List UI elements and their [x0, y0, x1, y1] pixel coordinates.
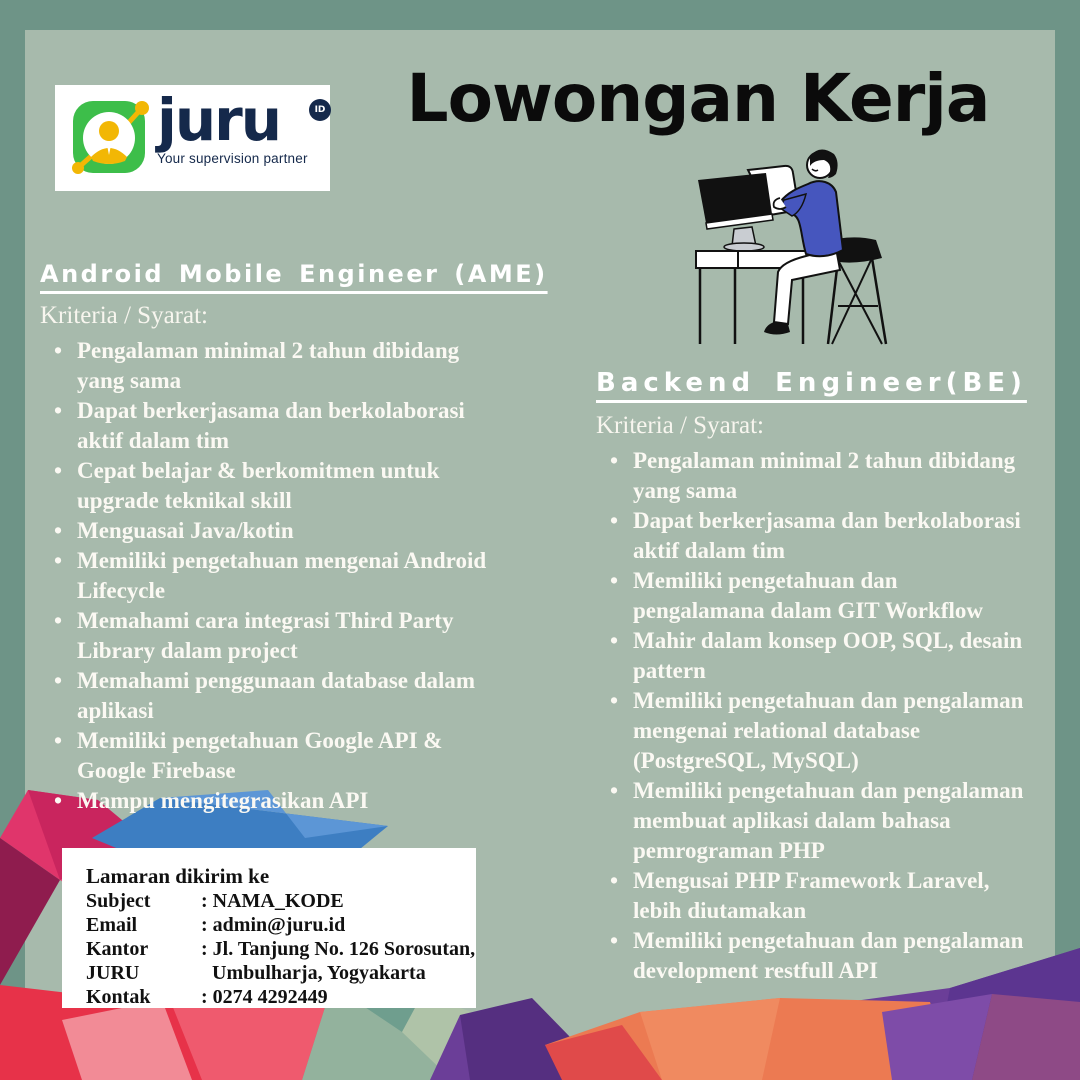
- person-at-computer-illustration: [686, 136, 891, 348]
- requirement-item: • Mengusai PHP Framework Laravel, lebih diutamakan: [596, 866, 1028, 926]
- requirement-item: • Mahir dalam konsep OOP, SQL, desain pattern: [596, 626, 1028, 686]
- requirement-item: • Memiliki pengetahuan mengenai Android Lifecycle: [40, 546, 492, 606]
- id-badge: ID: [309, 99, 331, 121]
- position-title-be: Backend Engineer(BE): [596, 368, 1027, 398]
- requirement-list-be: [596, 446, 1028, 986]
- juru-logo-icon: [67, 95, 153, 181]
- requirement-item: • Dapat berkerjasama dan berkolaborasi aktif dalam tim: [40, 396, 492, 456]
- section-backend-engineer: [596, 368, 1046, 986]
- requirement-item: • Memiliki pengetahuan Google API & Google Firebase: [40, 726, 492, 786]
- requirement-item: • Pengalaman minimal 2 tahun dibidang yang sama: [596, 446, 1028, 506]
- requirement-item: • Mampu mengitegrasikan API: [40, 786, 492, 816]
- contact-value: : 0274 4292449: [201, 986, 328, 1008]
- contact-value: : NAMA_KODE: [201, 890, 344, 912]
- requirement-item: • Memahami penggunaan database dalam aplikasi: [40, 666, 492, 726]
- requirement-item: • Memahami cara integrasi Third Party Library dalam project: [40, 606, 492, 666]
- requirement-item: • Memiliki pengetahuan dan pengalaman membuat aplikasi dalam bahasa pemrograman PHP: [596, 776, 1028, 866]
- contact-value: : admin@juru.id: [201, 914, 346, 936]
- juru-logo: [55, 85, 330, 191]
- requirement-item: • Menguasai Java/kotin: [40, 516, 492, 546]
- requirement-item: • Cepat belajar & berkomitmen untuk upgrade teknikal skill: [40, 456, 492, 516]
- contact-row-office: [86, 937, 476, 985]
- page-title: Lowongan Kerja: [406, 60, 990, 137]
- brand-wordmark: juru: [157, 86, 281, 154]
- requirement-item: • Dapat berkerjasama dan berkolaborasi aktif dalam tim: [596, 506, 1028, 566]
- contact-value: [201, 937, 475, 985]
- contact-label: Email: [86, 914, 138, 936]
- section-android-mobile-engineer: [40, 260, 548, 816]
- contact-heading: Lamaran dikirim ke: [86, 864, 270, 888]
- contact-card: [62, 848, 476, 1008]
- requirement-item: • Memiliki pengetahuan dan pengalaman mengenai relational database (PostgreSQL, MySQL): [596, 686, 1028, 776]
- office-address-line2: Umbulharja, Yogyakarta: [212, 962, 426, 984]
- contact-row-subject: [86, 889, 476, 913]
- contact-row-email: [86, 913, 476, 937]
- criteria-label-be: Kriteria / Syarat:: [596, 412, 764, 439]
- criteria-label-ame: Kriteria / Syarat:: [40, 302, 208, 329]
- office-address-line1: : Jl. Tanjung No. 126 Sorosutan,: [201, 938, 476, 960]
- contact-label: Kantor JURU: [86, 938, 148, 984]
- contact-row-phone: [86, 985, 476, 1009]
- requirement-item: • Memiliki pengetahuan dan pengalaman development restfull API: [596, 926, 1028, 986]
- requirement-list-ame: [40, 336, 492, 816]
- requirement-item: • Pengalaman minimal 2 tahun dibidang yang sama: [40, 336, 492, 396]
- requirement-item: • Memiliki pengetahuan dan pengalamana dalam GIT Workflow: [596, 566, 1028, 626]
- contact-label: Subject: [86, 890, 151, 912]
- contact-label: Kontak: [86, 986, 151, 1008]
- brand-tagline: Your supervision partner: [157, 151, 308, 166]
- position-title-ame: Android Mobile Engineer (AME): [40, 260, 548, 288]
